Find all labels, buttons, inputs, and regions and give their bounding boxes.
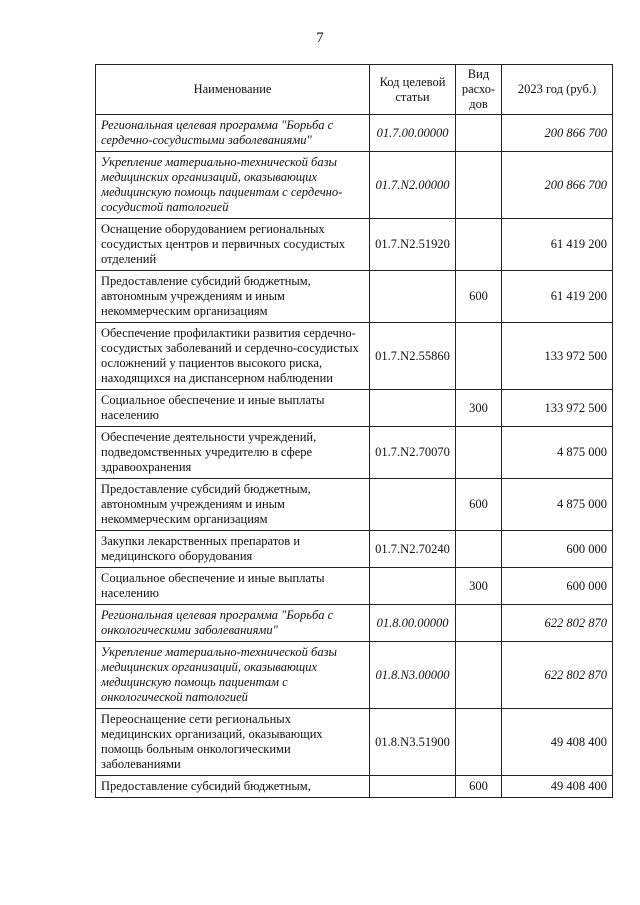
row-code <box>370 271 456 323</box>
table-row <box>96 390 613 427</box>
row-code <box>370 479 456 531</box>
row-sum: 622 802 870 <box>502 605 613 642</box>
row-sum: 200 866 700 <box>502 115 613 152</box>
row-sum: 600 000 <box>502 568 613 605</box>
table-row <box>96 776 613 798</box>
row-sum: 49 408 400 <box>502 709 613 776</box>
row-kind <box>456 115 502 152</box>
row-code <box>370 390 456 427</box>
row-code: 01.7.00.00000 <box>370 115 456 152</box>
table-header-row <box>96 65 613 115</box>
row-name: Социальное обеспечение и иные выплаты населению <box>96 390 370 427</box>
row-sum: 622 802 870 <box>502 642 613 709</box>
row-code: 01.7.N2.00000 <box>370 152 456 219</box>
page-number: 7 <box>316 30 324 46</box>
row-kind: 300 <box>456 390 502 427</box>
row-name: Региональная целевая программа "Борьба с сердечно-сосудистыми заболеваниями" <box>96 115 370 152</box>
header-sum: 2023 год (руб.) <box>502 65 613 115</box>
row-code: 01.8.N3.51900 <box>370 709 456 776</box>
row-code: 01.8.N3.00000 <box>370 642 456 709</box>
row-name: Обеспечение деятельности учреждений, подведомственных учредителю в сфере здравоохранения <box>96 427 370 479</box>
table-row <box>96 531 613 568</box>
row-code: 01.8.00.00000 <box>370 605 456 642</box>
row-name: Социальное обеспечение и иные выплаты населению <box>96 568 370 605</box>
row-sum: 61 419 200 <box>502 219 613 271</box>
row-name: Закупки лекарственных препаратов и медицинского оборудования <box>96 531 370 568</box>
row-name: Предоставление субсидий бюджетным, автономным учреждениям и иным некоммерческим организациям <box>96 479 370 531</box>
header-kind: Вид расхо-дов <box>456 65 502 115</box>
table-row <box>96 271 613 323</box>
table-row <box>96 709 613 776</box>
table-row <box>96 152 613 219</box>
row-code: 01.7.N2.70240 <box>370 531 456 568</box>
row-kind: 600 <box>456 776 502 798</box>
row-sum: 200 866 700 <box>502 152 613 219</box>
table-row <box>96 642 613 709</box>
row-name: Оснащение оборудованием региональных сосудистых центров и первичных сосудистых отделений <box>96 219 370 271</box>
table-row <box>96 479 613 531</box>
header-name: Наименование <box>96 65 370 115</box>
row-kind <box>456 709 502 776</box>
row-kind <box>456 323 502 390</box>
header-code: Код целевой статьи <box>370 65 456 115</box>
row-code: 01.7.N2.51920 <box>370 219 456 271</box>
row-name: Предоставление субсидий бюджетным, автономным учреждениям и иным некоммерческим организациям <box>96 271 370 323</box>
table-row <box>96 605 613 642</box>
row-name: Укрепление материально-технической базы медицинских организаций, оказывающих медицинскую помощь пациентам с онкологической патологией <box>96 642 370 709</box>
table-row <box>96 115 613 152</box>
row-sum: 133 972 500 <box>502 323 613 390</box>
table-row <box>96 568 613 605</box>
row-kind <box>456 219 502 271</box>
row-name: Переоснащение сети региональных медицинских организаций, оказывающих помощь больным онкологическими заболеваниями <box>96 709 370 776</box>
row-name: Региональная целевая программа "Борьба с онкологическими заболеваниями" <box>96 605 370 642</box>
row-kind <box>456 152 502 219</box>
row-kind <box>456 427 502 479</box>
row-sum: 4 875 000 <box>502 479 613 531</box>
row-kind: 300 <box>456 568 502 605</box>
row-sum: 61 419 200 <box>502 271 613 323</box>
table-row <box>96 323 613 390</box>
budget-table <box>95 64 613 798</box>
row-kind: 600 <box>456 479 502 531</box>
row-sum: 49 408 400 <box>502 776 613 798</box>
row-kind <box>456 642 502 709</box>
row-code <box>370 776 456 798</box>
row-code: 01.7.N2.55860 <box>370 323 456 390</box>
row-kind <box>456 531 502 568</box>
row-sum: 133 972 500 <box>502 390 613 427</box>
row-kind <box>456 605 502 642</box>
row-sum: 600 000 <box>502 531 613 568</box>
row-name: Предоставление субсидий бюджетным, <box>96 776 370 798</box>
row-code <box>370 568 456 605</box>
row-name: Обеспечение профилактики развития сердечно-сосудистых заболеваний и сердечно-сосудистых осложнений у пациентов высокого риска, находящихся на диспансерном наблюдении <box>96 323 370 390</box>
table-row <box>96 427 613 479</box>
row-sum: 4 875 000 <box>502 427 613 479</box>
row-name: Укрепление материально-технической базы медицинских организаций, оказывающих медицинскую помощь пациентам с сердечно-сосудистой патологией <box>96 152 370 219</box>
row-code: 01.7.N2.70070 <box>370 427 456 479</box>
row-kind: 600 <box>456 271 502 323</box>
table-row <box>96 219 613 271</box>
